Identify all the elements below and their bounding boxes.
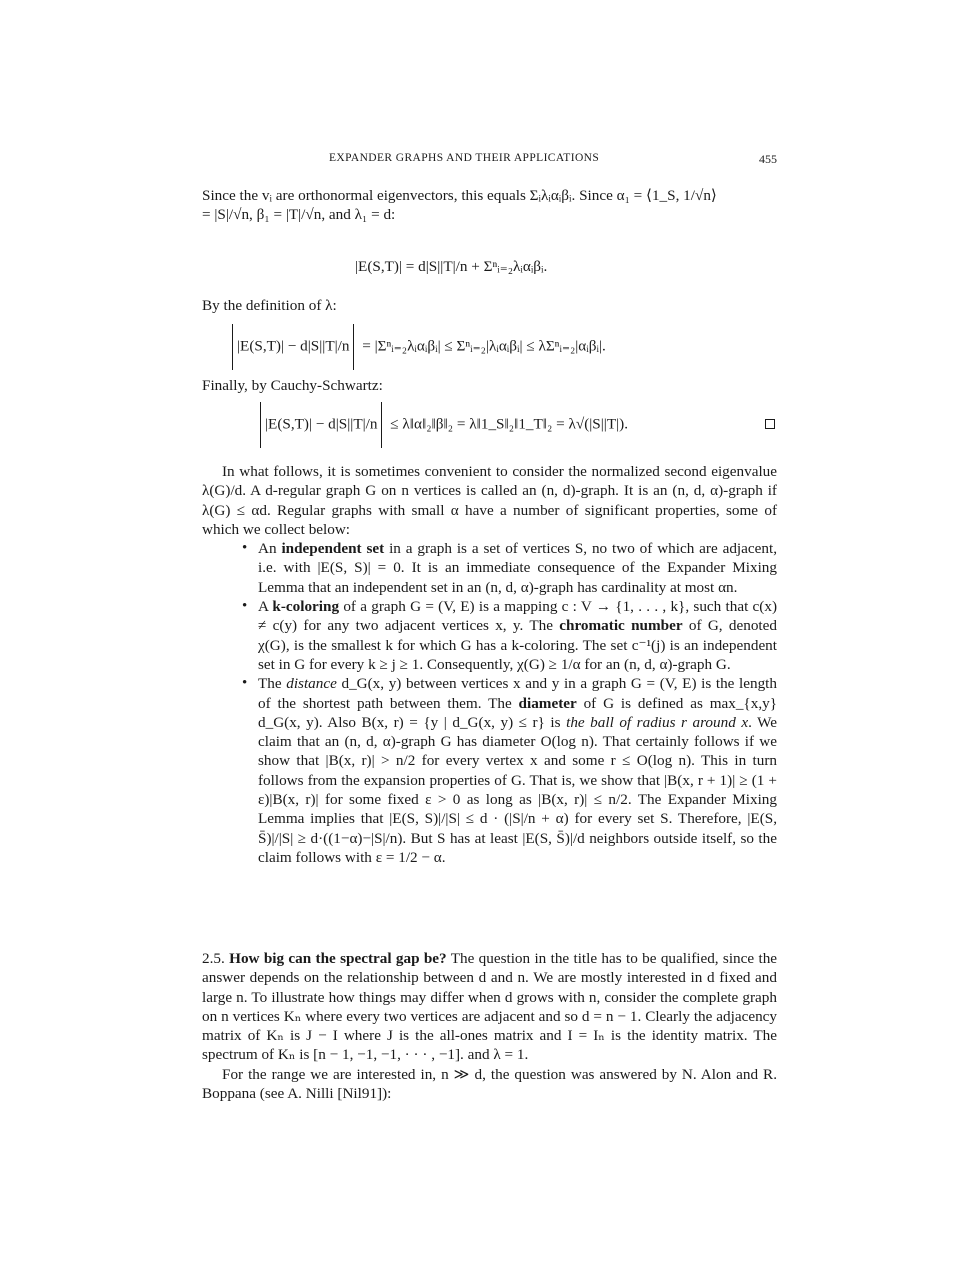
equation-3	[256, 402, 628, 448]
section-last-paragraph: For the range we are interested in, n ≫ d, the question was answered by N. Alon and R. Boppana (see A. Nilli [Nil91]):	[202, 1065, 777, 1103]
equation-3-right: ≤ λ‖α‖₂‖β‖₂ = λ‖1_S‖₂‖1_T‖₂ = λ√(|S||T|).	[390, 415, 628, 433]
section-title: How big can the spectral gap be?	[229, 950, 447, 967]
running-head	[202, 152, 777, 168]
equation-2-right: = |Σⁿᵢ₌₂λᵢαᵢβᵢ| ≤ Σⁿᵢ₌₂|λᵢαᵢβᵢ| ≤ λΣⁿᵢ₌₂|αᵢβᵢ|.	[362, 337, 606, 355]
section-number: 2.5.	[202, 950, 225, 967]
term-k-coloring: k-coloring	[272, 598, 340, 616]
abs-bar-right	[353, 324, 354, 370]
property-list	[202, 539, 777, 867]
section-2-5	[202, 949, 777, 1103]
term-distance: distance	[286, 675, 337, 693]
term-diameter: diameter	[518, 694, 577, 712]
cauchy-intro: Finally, by Cauchy-Schwartz:	[202, 377, 383, 394]
qed-icon	[765, 419, 775, 429]
running-head-title: EXPANDER GRAPHS AND THEIR APPLICATIONS	[329, 152, 600, 164]
abs-bar-left	[260, 402, 261, 448]
lambda-definition: By the definition of λ:	[202, 297, 337, 314]
intro-text	[202, 186, 777, 225]
bullet-icon: •	[242, 540, 248, 557]
abs-bar-right	[381, 402, 382, 448]
equation-2-left: |E(S,T)| − d|S||T|/n	[237, 337, 350, 355]
equation-2	[228, 324, 606, 370]
intro-line-1: Since the vᵢ are orthonormal eigenvectors, this equals Σᵢλᵢαᵢβᵢ. Since α₁ = ⟨1_S, 1/√n⟩	[202, 187, 717, 204]
term-chromatic-number: chromatic number	[559, 617, 683, 635]
intro-line-2: = |S|/√n, β₁ = |T|/√n, and λ₁ = d:	[202, 206, 396, 224]
paragraph-normalized-eigenvalue: In what follows, it is sometimes convenient to consider the normalized second eigenvalue λ(G)/d. A d-regular graph G on n vertices is called an (n, d)-graph. It is an (n, d, α)-graph if λ(G) ≤ αd. Regular graphs with small α have a number of significant properties, some of which we collect below:	[202, 463, 777, 538]
abs-bar-left	[232, 324, 233, 370]
list-item-independent-set: • An independent set in a graph is a set of vertices S, no two of which are adjacent, i.e. with |E(S, S)| = 0. It is an immediate consequence of the Expander Mixing Lemma that an independent set in an (n, d, α)-graph has cardinality at most αn.	[242, 540, 777, 596]
bullet-icon: •	[242, 675, 248, 692]
section-paragraph	[202, 949, 777, 1065]
equation-3-left: |E(S,T)| − d|S||T|/n	[265, 415, 378, 433]
term-ball: the ball of radius r around x	[566, 713, 749, 731]
list-item-coloring: • A k-coloring of a graph G = (V, E) is a mapping c : V → {1, . . . , k}, such that c(x) ≠ c(y) for any two adjacent vertices x, y. The chromatic number of G, denoted χ(G), is the smallest k for which G has a k-coloring. The set c⁻¹(j) is an independent set in G for every k ≥ j ≥ 1. Consequently, χ(G) ≥ 1/α for an (n, d, α)-graph G.	[242, 598, 777, 673]
bullet-icon: •	[242, 598, 248, 615]
equation-1: |E(S,T)| = d|S||T|/n + Σⁿᵢ₌₂λᵢαᵢβᵢ.	[355, 258, 548, 275]
main-text	[202, 462, 777, 867]
term-independent-set: independent set	[281, 540, 385, 558]
section-body: The question in the title has to be qualified, since the answer depends on the relationship between d and n. We are mostly interested in d fixed and large n. To illustrate how things may differ when d grows with n, consider the complete graph on n vertices Kₙ where every two vertices are adjacent and so d = n − 1. Clearly the adjacency matrix of Kₙ is J − I where J is the all-ones matrix and I = Iₙ is the identity matrix. The spectrum of Kₙ is [n − 1, −1, −1, · · · , −1]. and λ = 1.	[202, 950, 778, 1064]
list-item-diameter: • The distance d_G(x, y) between vertices x and y in a graph G = (V, E) is the length of the shortest path between them. The diameter of G is defined as max_{x,y} d_G(x, y). Also B(x, r) = {y | d_G(x, y) ≤ r} is the ball of radius r around x. We claim that an (n, d, α)-graph G has diameter O(log n). That certainly follows if we show that |B(x, r)| > n/2 for every vertex x and some r ≤ O(log n). This in turn follows from the expansion properties of G. That is, we show that |B(x, r + 1)| ≥ (1 + ε)|B(x, r)| for some fixed ε > 0 as long as |B(x, r)| ≤ n/2. The Expander Mixing Lemma implies that |E(S, S)|/|S| ≤ d · (|S|/n + α) for every set S. Therefore, |E(S, S̄)|/|S| ≥ d·((1−α)−|S|/n). But S has at least |E(S, S̄)|/d neighbors outside itself, so the claim follows with ε = 1/2 − α.	[242, 675, 778, 866]
page-number: 455	[759, 152, 777, 166]
